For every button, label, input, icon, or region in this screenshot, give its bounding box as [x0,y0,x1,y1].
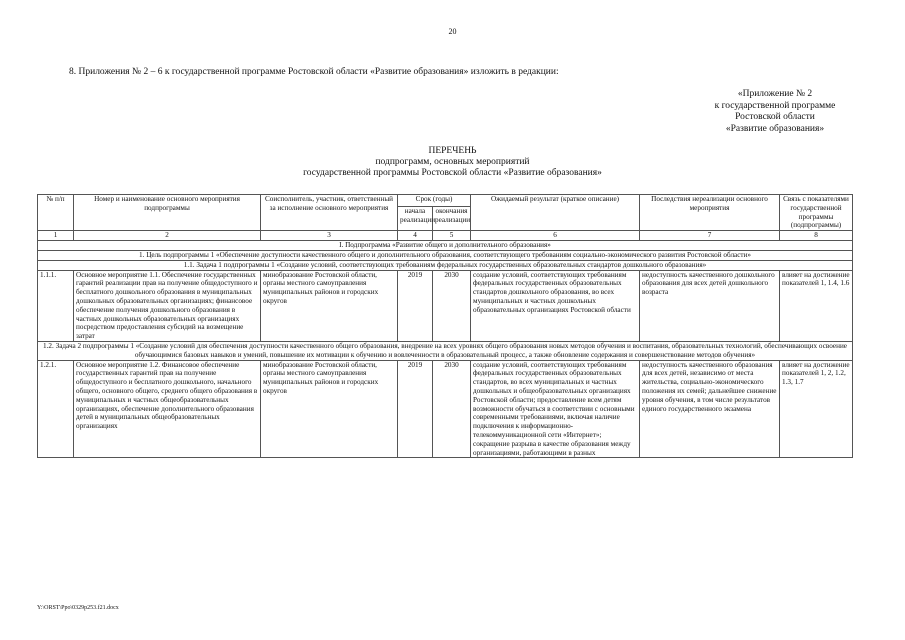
measure-name: Основное мероприятие 1.1. Обеспечение государственных гарантий реализации прав на получение общедоступного и бесплатного дошкольного образования в муниципальных дошкольных образовательных организациях; финансовое обеспечение получения дошкольного образования в частных дошкольных образовательных организациях посредством предоставления субсидий на возмещение затрат [74,270,261,341]
column-number: 4 [398,231,433,241]
column-number: 1 [38,231,74,241]
column-number: 3 [261,231,398,241]
task-row [38,260,853,270]
appendix-line: «Приложение № 2 [737,89,813,99]
header-end: окончания реализации [433,207,471,231]
measure-end: 2030 [433,270,471,341]
document-title [0,146,905,179]
subprogram-heading: I. Подпрограмма «Развитие общего и дополнительного образования» [38,241,853,251]
appendix-line: к государственной программе [714,100,836,111]
measure-end: 2030 [433,360,471,458]
measure-link: влияет на достижение показателей 1, 1.4, 1.6 [780,270,853,341]
measure-consequence: недоступность качественного образования для всех детей, независимо от места жительства, социально-экономического положения их семей; дальнейшее снижение уровня обучения, в том числе результатов единого государственного экзамена [640,360,780,458]
measure-result: создание условий, соответствующих требованиям федеральных государственных образовательных стандартов дошкольного образования, во всех муниципальных и частных дошкольных образовательных организациях Ростовской области [471,270,640,341]
column-number-row [38,231,853,241]
task-row [38,341,853,360]
appendix-line: Ростовской области [735,112,815,122]
intro-paragraph: 8. Приложения № 2 – 6 к государственной программе Ростовской области «Развитие образования» изложить в редакции: [69,67,559,77]
measure-link: влияет на достижение показателей 1, 2, 1.2, 1.3, 1.7 [780,360,853,458]
header-start: начала реализации [398,207,433,231]
column-number: 2 [74,231,261,241]
file-path-footer: Y:\ORST\Ppo\0329p253.f21.docx [37,605,119,611]
measure-consequence: недоступность качественного дошкольного образования для всех детей дошкольного возраста [640,270,780,341]
appendix-line: «Развитие образования» [725,123,825,134]
table-row [38,360,853,458]
measure-start: 2019 [398,360,433,458]
goal-heading: 1. Цель подпрограммы 1 «Обеспечение доступности качественного общего и дополнительного образования, соответствующего требованиям социально-экономического развития Ростовской области» [38,250,853,260]
measures-table [37,194,853,458]
column-number: 5 [433,231,471,241]
header-consequence: Последствия нереализации основного мероприятия [640,195,780,231]
measure-executor: минобразование Ростовской области, органы местного самоуправления муниципальных районов и городских округов [261,360,398,458]
header-name: Номер и наименование основного мероприятия подпрограммы [74,195,261,231]
header-result: Ожидаемый результат (краткое описание) [471,195,640,231]
column-number: 6 [471,231,640,241]
appendix-header [680,89,870,135]
measure-executor: минобразование Ростовской области, органы местного самоуправления муниципальных районов и городских округов [261,270,398,341]
measure-result: создание условий, соответствующих требованиям федеральных государственных образовательных стандартов, во всех муниципальных и частных дошкольных и общеобразовательных организациях Ростовской области; предоставление всем детям возможности обучаться в соответствии с основными современными требованиями, включая наличие подключения к информационно-телекоммуникационной сети «Интернет»; сокращение разрыва в качестве образования между организациями, работающими в разных [471,360,640,458]
column-number: 7 [640,231,780,241]
title-line: подпрограмм, основных мероприятий [375,157,530,167]
header-num: № п/п [38,195,74,231]
subprogram-row [38,241,853,251]
header-link: Связь с показателями государственной программы (подпрограммы) [780,195,853,231]
page-number: 20 [448,27,457,36]
table-row [38,270,853,341]
header-term: Срок (годы) [398,195,471,207]
title-line: государственной программы Ростовской области «Развитие образования» [303,168,602,178]
goal-row [38,250,853,260]
header-row [38,195,853,207]
header-executor: Соисполнитель, участник, ответственный за исполнение основного мероприятия [261,195,398,231]
title-line: ПЕРЕЧЕНЬ [428,146,477,156]
row-number: 1.2.1. [38,360,74,458]
row-number: 1.1.1. [38,270,74,341]
task-heading: 1.2. Задача 2 подпрограммы 1 «Создание условий для обеспечения доступности качественного общего образования, внедрение на всех уровнях общего образования новых методов обучения и воспитания, образовательных технологий, обеспечивающих освоение обучающимися базовых навыков и умений, повышение их мотивации к обучению и вовлеченности в образовательный процесс, а также обновление содержания и совершенствование методов обучения» [38,341,853,360]
column-number: 8 [780,231,853,241]
measure-start: 2019 [398,270,433,341]
measure-name: Основное мероприятие 1.2. Финансовое обеспечение государственных гарантий прав на получение общедоступного и бесплатного дошкольного, начального общего, основного общего, среднего общего образования в муниципальных и частных общеобразовательных организациях, обеспечение дополнительного образования детей в муниципальных общеобразовательных организациях [74,360,261,458]
task-heading: 1.1. Задача 1 подпрограммы 1 «Создание условий, соответствующих требованиям федеральных государственных образовательных стандартов дошкольного образования» [38,260,853,270]
